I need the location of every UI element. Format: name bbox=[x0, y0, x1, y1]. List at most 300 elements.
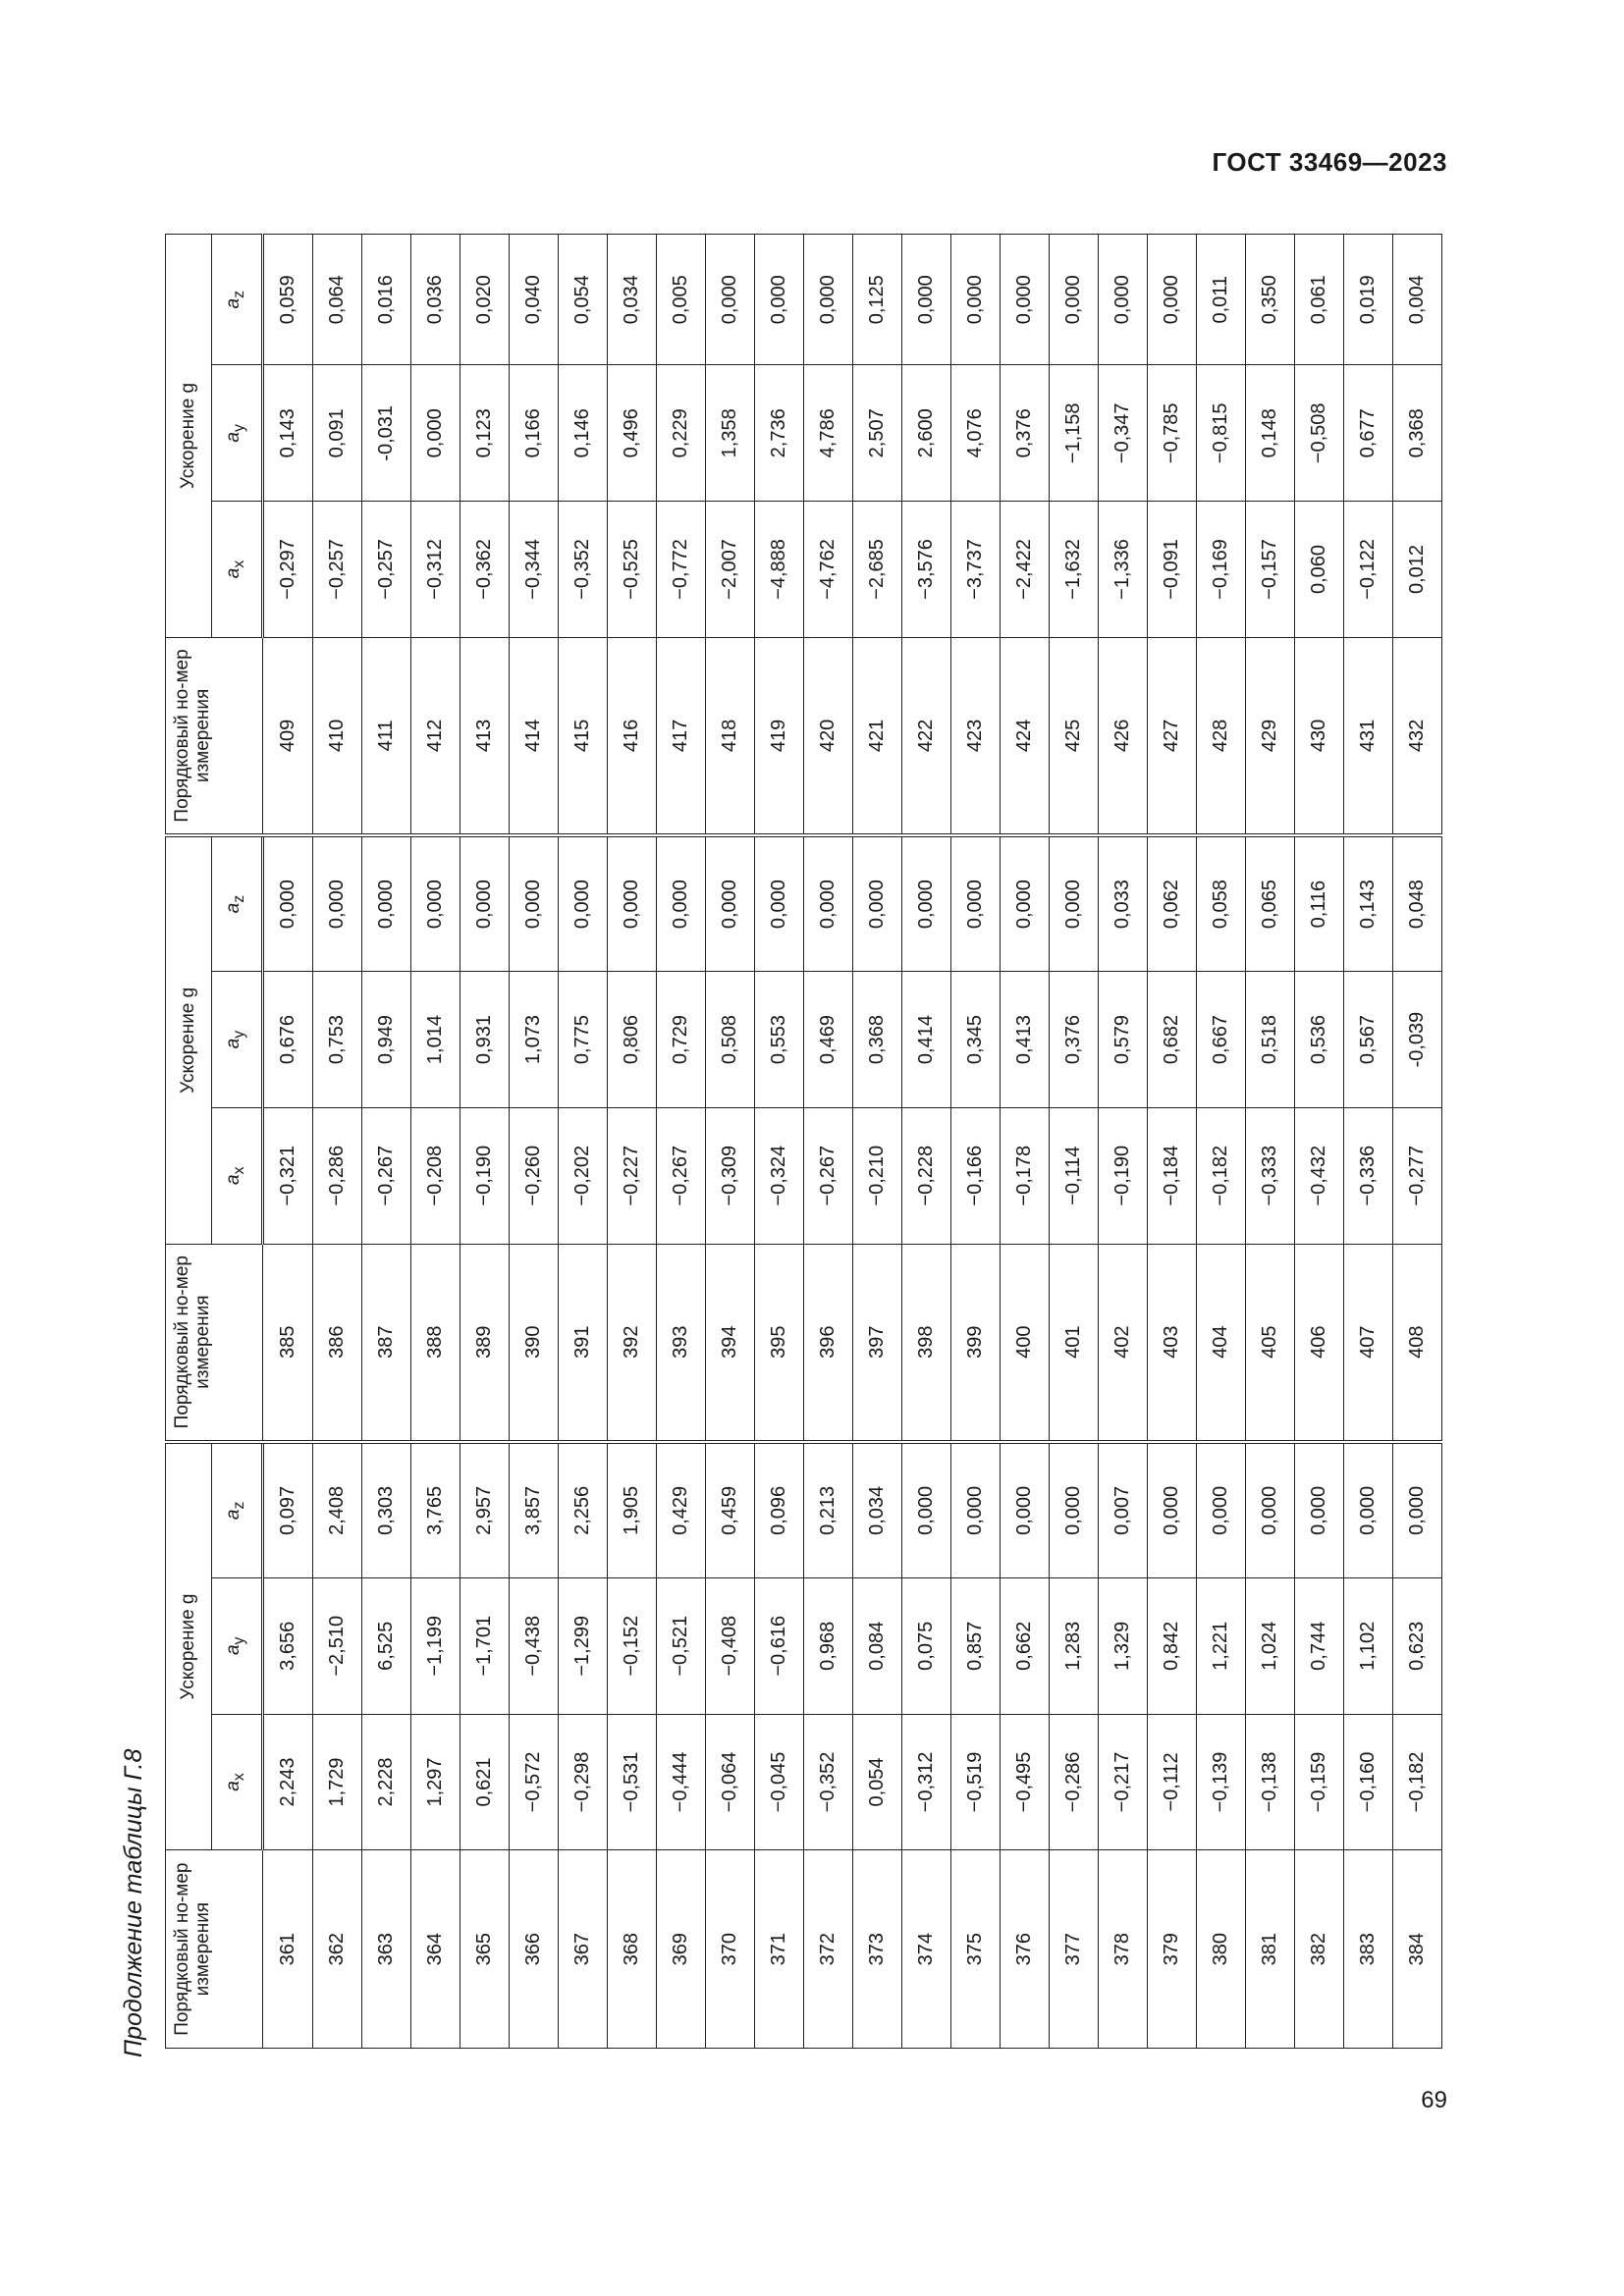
measurement-number-cell: 394 bbox=[706, 1244, 755, 1442]
acceleration-cell: 0,667 bbox=[1197, 972, 1246, 1108]
acceleration-cell: 0,075 bbox=[902, 1577, 951, 1714]
acceleration-cell: −0,277 bbox=[1393, 1107, 1442, 1244]
acceleration-cell: 0,000 bbox=[804, 835, 853, 972]
acceleration-cell: 1,729 bbox=[313, 1714, 362, 1850]
acceleration-cell: 2,408 bbox=[313, 1442, 362, 1578]
measurement-number-cell: 362 bbox=[313, 1850, 362, 2049]
acceleration-cell: 0,000 bbox=[853, 835, 902, 972]
acceleration-cell: 0,011 bbox=[1197, 235, 1246, 365]
measurement-number-cell: 375 bbox=[951, 1850, 1001, 2049]
acceleration-cell: 0,000 bbox=[1001, 235, 1050, 365]
measurement-number-cell: 372 bbox=[804, 1850, 853, 2049]
measurement-number-cell: 385 bbox=[263, 1244, 313, 1442]
acceleration-cell: 1,329 bbox=[1099, 1577, 1148, 1714]
table-row bbox=[313, 235, 362, 2049]
acceleration-cell: 2,736 bbox=[755, 365, 804, 502]
measurement-number-cell: 432 bbox=[1393, 637, 1442, 835]
measurement-number-cell: 376 bbox=[1001, 1850, 1050, 2049]
acceleration-cell: −4,762 bbox=[804, 502, 853, 638]
acceleration-cell: −0,347 bbox=[1099, 365, 1148, 502]
acceleration-cell: −0,521 bbox=[657, 1577, 706, 1714]
acceleration-cell: 1,358 bbox=[706, 365, 755, 502]
header-row-2 bbox=[212, 235, 263, 2049]
acceleration-cell: 0,060 bbox=[1295, 502, 1344, 638]
acceleration-cell: 0,000 bbox=[362, 835, 411, 972]
acceleration-cell: −0,138 bbox=[1246, 1714, 1295, 1850]
acceleration-cell: −0,616 bbox=[755, 1577, 804, 1714]
acceleration-cell: 0,000 bbox=[1001, 1442, 1050, 1578]
acceleration-cell: −2,685 bbox=[853, 502, 902, 638]
acceleration-cell: −0,182 bbox=[1393, 1714, 1442, 1850]
measurement-number-cell: 399 bbox=[951, 1244, 1001, 1442]
measurement-number-cell: 363 bbox=[362, 1850, 411, 2049]
acceleration-cell: 1,283 bbox=[1050, 1577, 1099, 1714]
acceleration-cell: 0,000 bbox=[608, 835, 657, 972]
header-ax-3: $a_x$ bbox=[212, 502, 263, 638]
acceleration-cell: −4,888 bbox=[755, 502, 804, 638]
acceleration-cell: −0,184 bbox=[1148, 1107, 1197, 1244]
acceleration-cell: −0,321 bbox=[263, 1107, 313, 1244]
acceleration-cell: −0,227 bbox=[608, 1107, 657, 1244]
measurement-number-cell: 403 bbox=[1148, 1244, 1197, 1442]
measurement-number-cell: 384 bbox=[1393, 1850, 1442, 2049]
measurement-number-cell: 422 bbox=[902, 637, 951, 835]
acceleration-cell: 0,000 bbox=[1050, 835, 1099, 972]
acceleration-cell: −0,182 bbox=[1197, 1107, 1246, 1244]
measurement-number-cell: 382 bbox=[1295, 1850, 1344, 2049]
measurement-number-cell: 406 bbox=[1295, 1244, 1344, 1442]
acceleration-cell: −0,785 bbox=[1148, 365, 1197, 502]
header-accel-group-1: Ускорение g bbox=[166, 1442, 212, 1850]
measurement-number-cell: 364 bbox=[411, 1850, 460, 2049]
acceleration-cell: 0,034 bbox=[853, 1442, 902, 1578]
acceleration-cell: 2,228 bbox=[362, 1714, 411, 1850]
acceleration-cell: 0,143 bbox=[263, 365, 313, 502]
acceleration-cell: −0,312 bbox=[902, 1714, 951, 1850]
acceleration-cell: −0,531 bbox=[608, 1714, 657, 1850]
acceleration-cell: 0,623 bbox=[1393, 1577, 1442, 1714]
acceleration-cell: 0,000 bbox=[510, 835, 559, 972]
measurement-number-cell: 396 bbox=[804, 1244, 853, 1442]
acceleration-cell: −1,701 bbox=[460, 1577, 510, 1714]
acceleration-cell: 0,033 bbox=[1099, 835, 1148, 972]
measurement-number-cell: 381 bbox=[1246, 1850, 1295, 2049]
acceleration-cell: 0,662 bbox=[1001, 1577, 1050, 1714]
header-ax-1: $a_x$ bbox=[212, 1714, 263, 1850]
acceleration-cell: 0,949 bbox=[362, 972, 411, 1108]
acceleration-cell: 0,508 bbox=[706, 972, 755, 1108]
measurement-number-cell: 395 bbox=[755, 1244, 804, 1442]
measurement-number-cell: 393 bbox=[657, 1244, 706, 1442]
acceleration-cell: 0,007 bbox=[1099, 1442, 1148, 1578]
acceleration-cell: 0,000 bbox=[657, 835, 706, 972]
acceleration-cell: 0,061 bbox=[1295, 235, 1344, 365]
acceleration-cell: −2,510 bbox=[313, 1577, 362, 1714]
measurement-number-cell: 390 bbox=[510, 1244, 559, 1442]
acceleration-cell: 0,000 bbox=[1099, 235, 1148, 365]
table-body bbox=[263, 235, 1442, 2049]
measurement-number-cell: 379 bbox=[1148, 1850, 1197, 2049]
acceleration-cell: −0,157 bbox=[1246, 502, 1295, 638]
acceleration-cell: 0,229 bbox=[657, 365, 706, 502]
acceleration-cell: 0,016 bbox=[362, 235, 411, 365]
acceleration-cell: −0,045 bbox=[755, 1714, 804, 1850]
acceleration-cell: 0,842 bbox=[1148, 1577, 1197, 1714]
measurement-number-cell: 371 bbox=[755, 1850, 804, 2049]
acceleration-cell: −0,190 bbox=[1099, 1107, 1148, 1244]
acceleration-cell: 0,059 bbox=[263, 235, 313, 365]
table-row bbox=[755, 235, 804, 2049]
acceleration-cell: −0,572 bbox=[510, 1714, 559, 1850]
acceleration-cell: 0,968 bbox=[804, 1577, 853, 1714]
acceleration-cell: 0,065 bbox=[1246, 835, 1295, 972]
measurement-number-cell: 400 bbox=[1001, 1244, 1050, 1442]
acceleration-cell: 0,469 bbox=[804, 972, 853, 1108]
acceleration-cell: 1,905 bbox=[608, 1442, 657, 1578]
table-row bbox=[263, 235, 313, 2049]
measurement-number-cell: 404 bbox=[1197, 1244, 1246, 1442]
acceleration-cell: 0,429 bbox=[657, 1442, 706, 1578]
acceleration-cell: 0,000 bbox=[263, 835, 313, 972]
acceleration-cell: 0,116 bbox=[1295, 835, 1344, 972]
acceleration-cell: 0,062 bbox=[1148, 835, 1197, 972]
acceleration-cell: 0,084 bbox=[853, 1577, 902, 1714]
acceleration-cell: 0,775 bbox=[559, 972, 608, 1108]
acceleration-cell: −0,210 bbox=[853, 1107, 902, 1244]
acceleration-cell: 0,303 bbox=[362, 1442, 411, 1578]
acceleration-cell: −0,508 bbox=[1295, 365, 1344, 502]
acceleration-cell: 0,496 bbox=[608, 365, 657, 502]
measurement-number-cell: 386 bbox=[313, 1244, 362, 1442]
acceleration-cell: 2,957 bbox=[460, 1442, 510, 1578]
measurement-number-cell: 377 bbox=[1050, 1850, 1099, 2049]
acceleration-cell: 0,000 bbox=[902, 1442, 951, 1578]
acceleration-cell: −0,344 bbox=[510, 502, 559, 638]
acceleration-cell: −0,408 bbox=[706, 1577, 755, 1714]
acceleration-cell: −0,190 bbox=[460, 1107, 510, 1244]
measurement-number-cell: 407 bbox=[1344, 1244, 1393, 1442]
measurement-number-cell: 423 bbox=[951, 637, 1001, 835]
rotated-table-container bbox=[165, 234, 1435, 2049]
acceleration-cell: −0,298 bbox=[559, 1714, 608, 1850]
acceleration-cell: −0,438 bbox=[510, 1577, 559, 1714]
measurement-number-cell: 365 bbox=[460, 1850, 510, 2049]
measurement-number-cell: 414 bbox=[510, 637, 559, 835]
acceleration-cell: −0,257 bbox=[313, 502, 362, 638]
acceleration-cell: −0,091 bbox=[1148, 502, 1197, 638]
acceleration-cell: −0,122 bbox=[1344, 502, 1393, 638]
measurement-number-cell: 402 bbox=[1099, 1244, 1148, 1442]
acceleration-cell: 0,000 bbox=[559, 835, 608, 972]
page-number: 69 bbox=[1421, 2087, 1447, 2113]
measurement-number-cell: 427 bbox=[1148, 637, 1197, 835]
measurement-number-cell: 401 bbox=[1050, 1244, 1099, 1442]
acceleration-cell: 0,806 bbox=[608, 972, 657, 1108]
measurement-number-cell: 378 bbox=[1099, 1850, 1148, 2049]
acceleration-cell: −1,158 bbox=[1050, 365, 1099, 502]
header-number-col-2: Порядковый но-мер измерения bbox=[166, 1244, 263, 1442]
measurement-number-cell: 412 bbox=[411, 637, 460, 835]
acceleration-cell: −0,139 bbox=[1197, 1714, 1246, 1850]
table-row bbox=[1344, 235, 1393, 2049]
acceleration-cell: −0,160 bbox=[1344, 1714, 1393, 1850]
acceleration-cell: −0,114 bbox=[1050, 1107, 1099, 1244]
table-row bbox=[1295, 235, 1344, 2049]
measurement-number-cell: 374 bbox=[902, 1850, 951, 2049]
measurement-number-cell: 369 bbox=[657, 1850, 706, 2049]
acceleration-cell: 0,005 bbox=[657, 235, 706, 365]
acceleration-cell: −0,333 bbox=[1246, 1107, 1295, 1244]
acceleration-cell: 0,054 bbox=[559, 235, 608, 365]
acceleration-cell: 0,091 bbox=[313, 365, 362, 502]
acceleration-cell: 0,000 bbox=[1393, 1442, 1442, 1578]
acceleration-cell: −0,112 bbox=[1148, 1714, 1197, 1850]
table-row bbox=[853, 235, 902, 2049]
acceleration-cell: 0,000 bbox=[1148, 1442, 1197, 1578]
measurement-number-cell: 366 bbox=[510, 1850, 559, 2049]
acceleration-cell: -0,039 bbox=[1393, 972, 1442, 1108]
acceleration-cell: 1,014 bbox=[411, 972, 460, 1108]
table-row bbox=[1001, 235, 1050, 2049]
measurement-number-cell: 421 bbox=[853, 637, 902, 835]
acceleration-cell: −0,159 bbox=[1295, 1714, 1344, 1850]
acceleration-cell: 0,064 bbox=[313, 235, 362, 365]
acceleration-cell: 0,459 bbox=[706, 1442, 755, 1578]
acceleration-cell: −0,772 bbox=[657, 502, 706, 638]
measurement-number-cell: 419 bbox=[755, 637, 804, 835]
measurement-number-cell: 418 bbox=[706, 637, 755, 835]
acceleration-cell: 0,536 bbox=[1295, 972, 1344, 1108]
acceleration-cell: 0,376 bbox=[1001, 365, 1050, 502]
acceleration-cell: 0,000 bbox=[1050, 235, 1099, 365]
acceleration-cell: 0,097 bbox=[263, 1442, 313, 1578]
acceleration-cell: 0,054 bbox=[853, 1714, 902, 1850]
acceleration-cell: −0,444 bbox=[657, 1714, 706, 1850]
acceleration-cell: 0,034 bbox=[608, 235, 657, 365]
acceleration-cell: 0,000 bbox=[755, 235, 804, 365]
acceleration-cell: 0,146 bbox=[559, 365, 608, 502]
acceleration-cell: −0,312 bbox=[411, 502, 460, 638]
acceleration-cell: 0,000 bbox=[951, 1442, 1001, 1578]
acceleration-cell: 0,000 bbox=[1197, 1442, 1246, 1578]
measurement-number-cell: 367 bbox=[559, 1850, 608, 2049]
table-caption: Продолжение таблицы Г.8 bbox=[120, 1748, 147, 2057]
measurement-number-cell: 387 bbox=[362, 1244, 411, 1442]
acceleration-cell: 0,096 bbox=[755, 1442, 804, 1578]
measurement-number-cell: 398 bbox=[902, 1244, 951, 1442]
acceleration-cell: 4,076 bbox=[951, 365, 1001, 502]
acceleration-cell: −0,202 bbox=[559, 1107, 608, 1244]
acceleration-cell: 0,166 bbox=[510, 365, 559, 502]
measurement-number-cell: 368 bbox=[608, 1850, 657, 2049]
acceleration-cell: 0,148 bbox=[1246, 365, 1295, 502]
table-row bbox=[1050, 235, 1099, 2049]
acceleration-cell: 0,414 bbox=[902, 972, 951, 1108]
acceleration-cell: −0,324 bbox=[755, 1107, 804, 1244]
header-ay-2: $a_y$ bbox=[212, 972, 263, 1108]
acceleration-cell: -0,031 bbox=[362, 365, 411, 502]
header-ax-2: $a_x$ bbox=[212, 1107, 263, 1244]
measurement-number-cell: 409 bbox=[263, 637, 313, 835]
acceleration-cell: 0,931 bbox=[460, 972, 510, 1108]
table-row bbox=[1099, 235, 1148, 2049]
acceleration-cell: 0,125 bbox=[853, 235, 902, 365]
acceleration-cell: 0,000 bbox=[902, 235, 951, 365]
measurement-number-cell: 410 bbox=[313, 637, 362, 835]
acceleration-cell: −0,166 bbox=[951, 1107, 1001, 1244]
acceleration-cell: −0,267 bbox=[657, 1107, 706, 1244]
acceleration-cell: 0,000 bbox=[1050, 1442, 1099, 1578]
acceleration-cell: 0,345 bbox=[951, 972, 1001, 1108]
acceleration-cell: 0,000 bbox=[951, 235, 1001, 365]
acceleration-cell: 1,221 bbox=[1197, 1577, 1246, 1714]
measurement-number-cell: 370 bbox=[706, 1850, 755, 2049]
acceleration-cell: −0,352 bbox=[559, 502, 608, 638]
measurement-number-cell: 430 bbox=[1295, 637, 1344, 835]
acceleration-cell: 0,000 bbox=[804, 235, 853, 365]
acceleration-cell: −0,309 bbox=[706, 1107, 755, 1244]
acceleration-cell: −1,336 bbox=[1099, 502, 1148, 638]
standard-header: ГОСТ 33469—2023 bbox=[1212, 147, 1447, 177]
acceleration-cell: −1,199 bbox=[411, 1577, 460, 1714]
acceleration-cell: 0,000 bbox=[951, 835, 1001, 972]
table-row bbox=[1246, 235, 1295, 2049]
measurement-number-cell: 429 bbox=[1246, 637, 1295, 835]
measurement-number-cell: 373 bbox=[853, 1850, 902, 2049]
acceleration-cell: −0,432 bbox=[1295, 1107, 1344, 1244]
measurement-number-cell: 426 bbox=[1099, 637, 1148, 835]
acceleration-cell: 2,243 bbox=[263, 1714, 313, 1850]
acceleration-cell: 0,019 bbox=[1344, 235, 1393, 365]
acceleration-cell: 0,000 bbox=[411, 835, 460, 972]
acceleration-cell: 0,143 bbox=[1344, 835, 1393, 972]
acceleration-cell: 0,012 bbox=[1393, 502, 1442, 638]
header-ay-1: $a_y$ bbox=[212, 1577, 263, 1714]
acceleration-cell: 0,368 bbox=[1393, 365, 1442, 502]
acceleration-cell: −0,286 bbox=[1050, 1714, 1099, 1850]
acceleration-cell: 0,000 bbox=[706, 235, 755, 365]
acceleration-cell: 6,525 bbox=[362, 1577, 411, 1714]
acceleration-cell: 0,677 bbox=[1344, 365, 1393, 502]
header-accel-group-2: Ускорение g bbox=[166, 835, 212, 1244]
acceleration-cell: 0,000 bbox=[1344, 1442, 1393, 1578]
acceleration-cell: −0,208 bbox=[411, 1107, 460, 1244]
acceleration-cell: 2,507 bbox=[853, 365, 902, 502]
acceleration-cell: −0,815 bbox=[1197, 365, 1246, 502]
acceleration-cell: −0,228 bbox=[902, 1107, 951, 1244]
measurement-number-cell: 417 bbox=[657, 637, 706, 835]
table-row bbox=[1393, 235, 1442, 2049]
measurement-number-cell: 391 bbox=[559, 1244, 608, 1442]
acceleration-cell: −0,257 bbox=[362, 502, 411, 638]
measurement-number-cell: 415 bbox=[559, 637, 608, 835]
measurement-number-cell: 425 bbox=[1050, 637, 1099, 835]
acceleration-cell: 0,857 bbox=[951, 1577, 1001, 1714]
acceleration-cell: −0,267 bbox=[362, 1107, 411, 1244]
acceleration-cell: 0,579 bbox=[1099, 972, 1148, 1108]
acceleration-cell: 0,000 bbox=[755, 835, 804, 972]
measurement-number-cell: 431 bbox=[1344, 637, 1393, 835]
measurement-number-cell: 380 bbox=[1197, 1850, 1246, 2049]
measurement-number-cell: 383 bbox=[1344, 1850, 1393, 2049]
acceleration-cell: −1,299 bbox=[559, 1577, 608, 1714]
measurement-number-cell: 389 bbox=[460, 1244, 510, 1442]
acceleration-cell: 0,123 bbox=[460, 365, 510, 502]
acceleration-cell: 0,553 bbox=[755, 972, 804, 1108]
acceleration-cell: −3,737 bbox=[951, 502, 1001, 638]
header-az-3: $a_z$ bbox=[212, 235, 263, 365]
acceleration-cell: 0,000 bbox=[460, 835, 510, 972]
header-accel-group-3: Ускорение g bbox=[166, 235, 212, 638]
table-row bbox=[657, 235, 706, 2049]
acceleration-cell: −0,169 bbox=[1197, 502, 1246, 638]
acceleration-cell: 0,048 bbox=[1393, 835, 1442, 972]
table-row bbox=[706, 235, 755, 2049]
acceleration-cell: 0,368 bbox=[853, 972, 902, 1108]
measurement-number-cell: 392 bbox=[608, 1244, 657, 1442]
header-number-col-3: Порядковый но-мер измерения bbox=[166, 637, 263, 835]
data-table bbox=[165, 234, 1442, 2049]
acceleration-cell: −0,362 bbox=[460, 502, 510, 638]
table-row bbox=[559, 235, 608, 2049]
acceleration-cell: 0,000 bbox=[1295, 1442, 1344, 1578]
table-row bbox=[608, 235, 657, 2049]
measurement-number-cell: 405 bbox=[1246, 1244, 1295, 1442]
acceleration-cell: 1,102 bbox=[1344, 1577, 1393, 1714]
header-az-2: $a_z$ bbox=[212, 835, 263, 972]
table-row bbox=[460, 235, 510, 2049]
acceleration-cell: −0,260 bbox=[510, 1107, 559, 1244]
acceleration-cell: −2,422 bbox=[1001, 502, 1050, 638]
acceleration-cell: 0,000 bbox=[313, 835, 362, 972]
acceleration-cell: 0,000 bbox=[1001, 835, 1050, 972]
acceleration-cell: 1,297 bbox=[411, 1714, 460, 1850]
table-row bbox=[362, 235, 411, 2049]
measurement-number-cell: 420 bbox=[804, 637, 853, 835]
acceleration-cell: 0,729 bbox=[657, 972, 706, 1108]
acceleration-cell: −0,297 bbox=[263, 502, 313, 638]
acceleration-cell: 0,000 bbox=[902, 835, 951, 972]
table-row bbox=[1197, 235, 1246, 2049]
acceleration-cell: −0,064 bbox=[706, 1714, 755, 1850]
header-row-1 bbox=[166, 235, 212, 2049]
acceleration-cell: −2,007 bbox=[706, 502, 755, 638]
measurement-number-cell: 397 bbox=[853, 1244, 902, 1442]
acceleration-cell: −0,336 bbox=[1344, 1107, 1393, 1244]
acceleration-cell: −0,525 bbox=[608, 502, 657, 638]
acceleration-cell: 0,004 bbox=[1393, 235, 1442, 365]
acceleration-cell: −3,576 bbox=[902, 502, 951, 638]
acceleration-cell: 4,786 bbox=[804, 365, 853, 502]
acceleration-cell: 0,413 bbox=[1001, 972, 1050, 1108]
table-row bbox=[804, 235, 853, 2049]
acceleration-cell: 3,656 bbox=[263, 1577, 313, 1714]
header-az-1: $a_z$ bbox=[212, 1442, 263, 1578]
acceleration-cell: 0,753 bbox=[313, 972, 362, 1108]
acceleration-cell: 0,036 bbox=[411, 235, 460, 365]
acceleration-cell: 2,600 bbox=[902, 365, 951, 502]
acceleration-cell: 0,040 bbox=[510, 235, 559, 365]
measurement-number-cell: 411 bbox=[362, 637, 411, 835]
acceleration-cell: −0,519 bbox=[951, 1714, 1001, 1850]
measurement-number-cell: 408 bbox=[1393, 1244, 1442, 1442]
measurement-number-cell: 361 bbox=[263, 1850, 313, 2049]
acceleration-cell: 0,000 bbox=[1246, 1442, 1295, 1578]
table-row bbox=[1148, 235, 1197, 2049]
acceleration-cell: 0,213 bbox=[804, 1442, 853, 1578]
acceleration-cell: 1,024 bbox=[1246, 1577, 1295, 1714]
measurement-number-cell: 416 bbox=[608, 637, 657, 835]
